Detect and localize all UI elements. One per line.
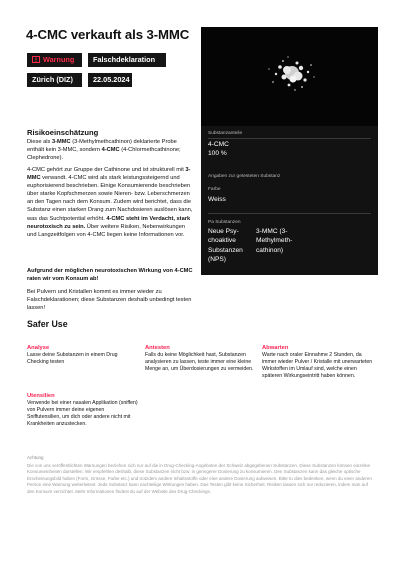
tip-heading: Analyse xyxy=(27,345,50,351)
disclaimer xyxy=(27,455,375,496)
disclaimer-text: Die von uns veröffentlichten Warnungen beziehen sich nur auf die in Drug-Checking-Angeboten der Schweiz abgegebenen Substanzen. Diese Substanzen können einzelne Konsumeinheiten darstellen. Wir empfehlen deshalb, diese Substanzen nicht bzw. in geringerer Dosierung zu konsumieren. Den Substanzen kann das gleiche optische Erscheinungsbild haben (Form, Grösse, Farbe etc.) und trotzdem andere Inhaltsstoffe oder eine andere Dosierung aufweisen. Bitte tu dies bedenken, wenn du einer anderen Person eine Warnung weiterleitest. Jede Substanz kann nachteilige Wirkungen haben. Das Testen gibt keine Sicherheit. Risiken lassen sich nur reduzieren, indem man auf den Konsum verzichtet. Mehr Informationen findest du auf der Website des Drug-Checkings. xyxy=(27,462,372,494)
text-run: 3-MMC xyxy=(27,167,191,182)
disclaimer-heading: Achtung xyxy=(27,455,44,460)
tip-heading: Antesten xyxy=(145,345,170,351)
safer-use-title: Safer Use xyxy=(27,319,68,329)
date-tag: 22.05.2024 xyxy=(88,73,132,87)
substance-percent: 100 % xyxy=(208,150,227,157)
false-declaration-tag: Falschdeklaration xyxy=(88,53,166,67)
text-run: Diese als xyxy=(27,139,52,145)
risk-paragraph-3: Aufgrund der möglichen neurotoxischen Wirkung von 4-CMC raten wir vom Konsum ab! xyxy=(27,268,193,283)
text-run: Über weitere Risiken, Nebenwirkungen und Langzeitfolgen von 4-CMC liegen keine Informationen vor. xyxy=(27,223,186,238)
declared-substance: 3-MMC (3-Methylmeth-cathinon) xyxy=(256,228,293,254)
tip-text: Warte nach oraler Einnahme 2 Stunden, da immer wieder Pulver / Kristalle mit unerwarteten Wirkstoffen im Umlauf sind, welche einen späteren Wirkungseintritt haben können. xyxy=(262,352,373,380)
tip-heading: Abwarten xyxy=(262,345,289,351)
tip-analyse xyxy=(27,345,139,366)
declared-label: Angaben zur getesteten Substanz xyxy=(208,174,281,179)
tip-text: Verwende bei einer nasalen Applikation (sniffen) von Pulvern immer deine eigenen Sniffutensilien, um dich oder andere nicht mit Krankheiten anzustecken. xyxy=(27,400,138,428)
tip-text: Lasse deine Substanzen in einem Drug Checking testen xyxy=(27,352,118,366)
warning-tag xyxy=(27,53,82,67)
text-run: (4-Chlormethcathinone; Clephedrone). xyxy=(27,147,181,162)
location-tag: Zürich (DIZ) xyxy=(27,73,82,87)
warning-icon xyxy=(32,56,40,63)
sample-photo xyxy=(201,27,378,126)
tip-antesten xyxy=(145,345,257,373)
risk-paragraph-4: Bei Pulvern und Kristallen kommt es immer wieder zu Falschdeklarationen; diese Substanzen deshalb unbedingt testen lassen! xyxy=(27,289,192,312)
risk-paragraph-2 xyxy=(27,166,195,239)
tip-utensilien xyxy=(27,393,139,428)
text-run: (3-Methylmethcathinon) deklarierte Probe enthält kein 3-MMC, sondern xyxy=(27,139,177,154)
tip-abwarten xyxy=(262,345,374,380)
warning-label: Warnung xyxy=(43,55,75,64)
substance-name: 4-CMC xyxy=(208,141,229,148)
text-run: 4-CMC steht im Verdacht, stark neurotoxisch zu sein. xyxy=(27,215,191,230)
text-run: 4-CMC gehört zur Gruppe der Cathinone und ist strukturell mit xyxy=(27,167,186,173)
tip-heading: Utensilien xyxy=(27,393,55,399)
text-run: verwandt. 4-CMC wird als stark leistungssteigernd und euphorisierend beschrieben. Einige Konsumierende beschrieben über starke Kopfschmerzen sowie Nieren- bzw. Leberschmerzen an den Tagen nach dem Konsum. Zudem wird berichtet, dass die Substanz einen starken Drang zum Nachdosieren auslösen kann, was das Suchtpotential erhöht. xyxy=(27,175,193,222)
substance-category: Neue Psy-choaktive Substanzen (NPS) xyxy=(208,228,243,264)
tip-text: Falls du keine Möglichkeit hast, Substanzen analysieren zu lassen, teste immer eine kleine Menge an, um Überdosierungen zu vermeiden. xyxy=(145,352,254,373)
text-run: 4-CMC xyxy=(101,147,120,154)
color-label: Farbe xyxy=(208,187,221,192)
substance-data-panel xyxy=(201,126,378,275)
divider xyxy=(208,138,371,139)
substances-label: Substanzanteile xyxy=(208,131,243,136)
risk-paragraph-1 xyxy=(27,138,195,162)
text-run: 3-MMC xyxy=(51,139,71,145)
risk-heading: Risikoeinschätzung xyxy=(27,128,99,137)
color-value: Weiss xyxy=(208,196,226,203)
page-title: 4-CMC verkauft als 3-MMC xyxy=(26,27,190,42)
divider xyxy=(208,213,371,214)
declared-substances-label: Pa Substanzen xyxy=(208,220,241,225)
